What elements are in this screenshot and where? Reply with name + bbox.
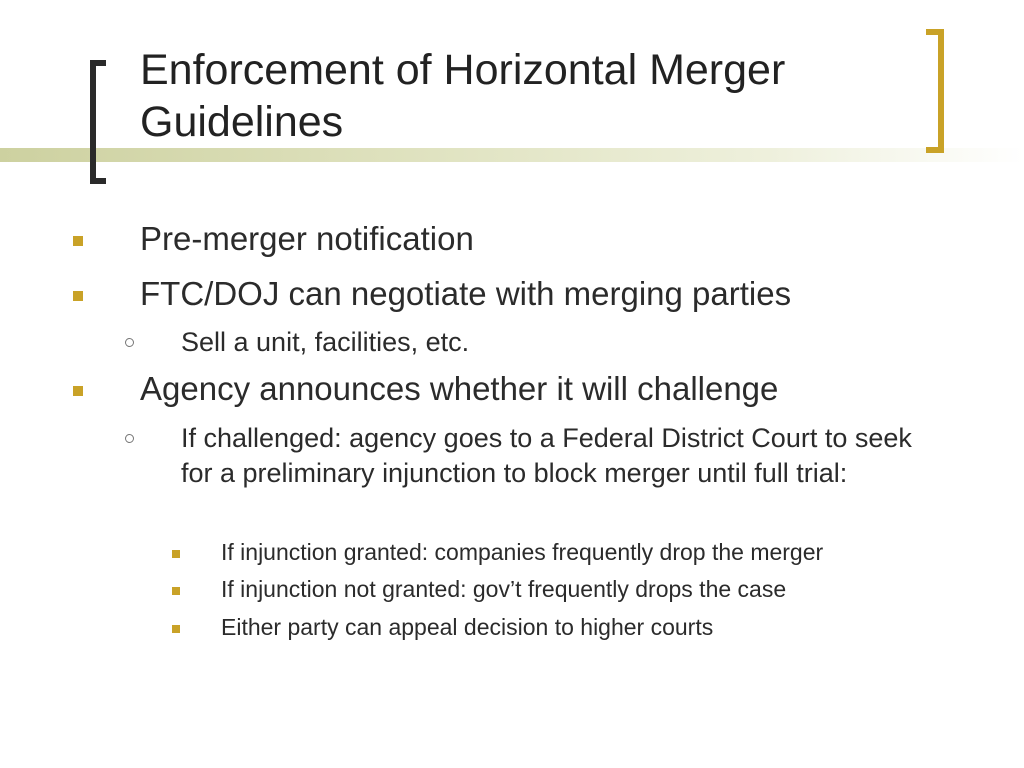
sub-bullet-item: Sell a unit, facilities, etc. — [181, 327, 470, 357]
bullet-item: Pre-merger notification — [140, 220, 474, 257]
decorative-band — [0, 148, 1024, 162]
square-bullet-icon — [73, 236, 83, 246]
sub-sub-bullet-item: If injunction not granted: gov’t frequently drops the case — [221, 576, 787, 602]
circle-bullet-icon — [125, 434, 134, 443]
square-bullet-icon — [73, 386, 83, 396]
square-bullet-icon — [172, 625, 180, 633]
square-bullet-icon — [172, 550, 180, 558]
left-bracket-decoration — [90, 60, 106, 184]
bullet-item: Agency announces whether it will challenge — [140, 370, 779, 407]
circle-bullet-icon — [125, 338, 134, 347]
sub-bullet-item: If challenged: agency goes to a Federal District Court to seek for a preliminary injunction to block merger until full trial: — [181, 423, 912, 488]
bullet-item: FTC/DOJ can negotiate with merging parties — [140, 275, 792, 312]
slide-title: Enforcement of Horizontal Merger Guidelines — [140, 46, 786, 146]
square-bullet-icon — [73, 291, 83, 301]
sub-sub-bullet-item: Either party can appeal decision to higher courts — [221, 614, 714, 640]
sub-sub-bullet-item: If injunction granted: companies frequently drop the merger — [221, 539, 824, 565]
square-bullet-icon — [172, 587, 180, 595]
